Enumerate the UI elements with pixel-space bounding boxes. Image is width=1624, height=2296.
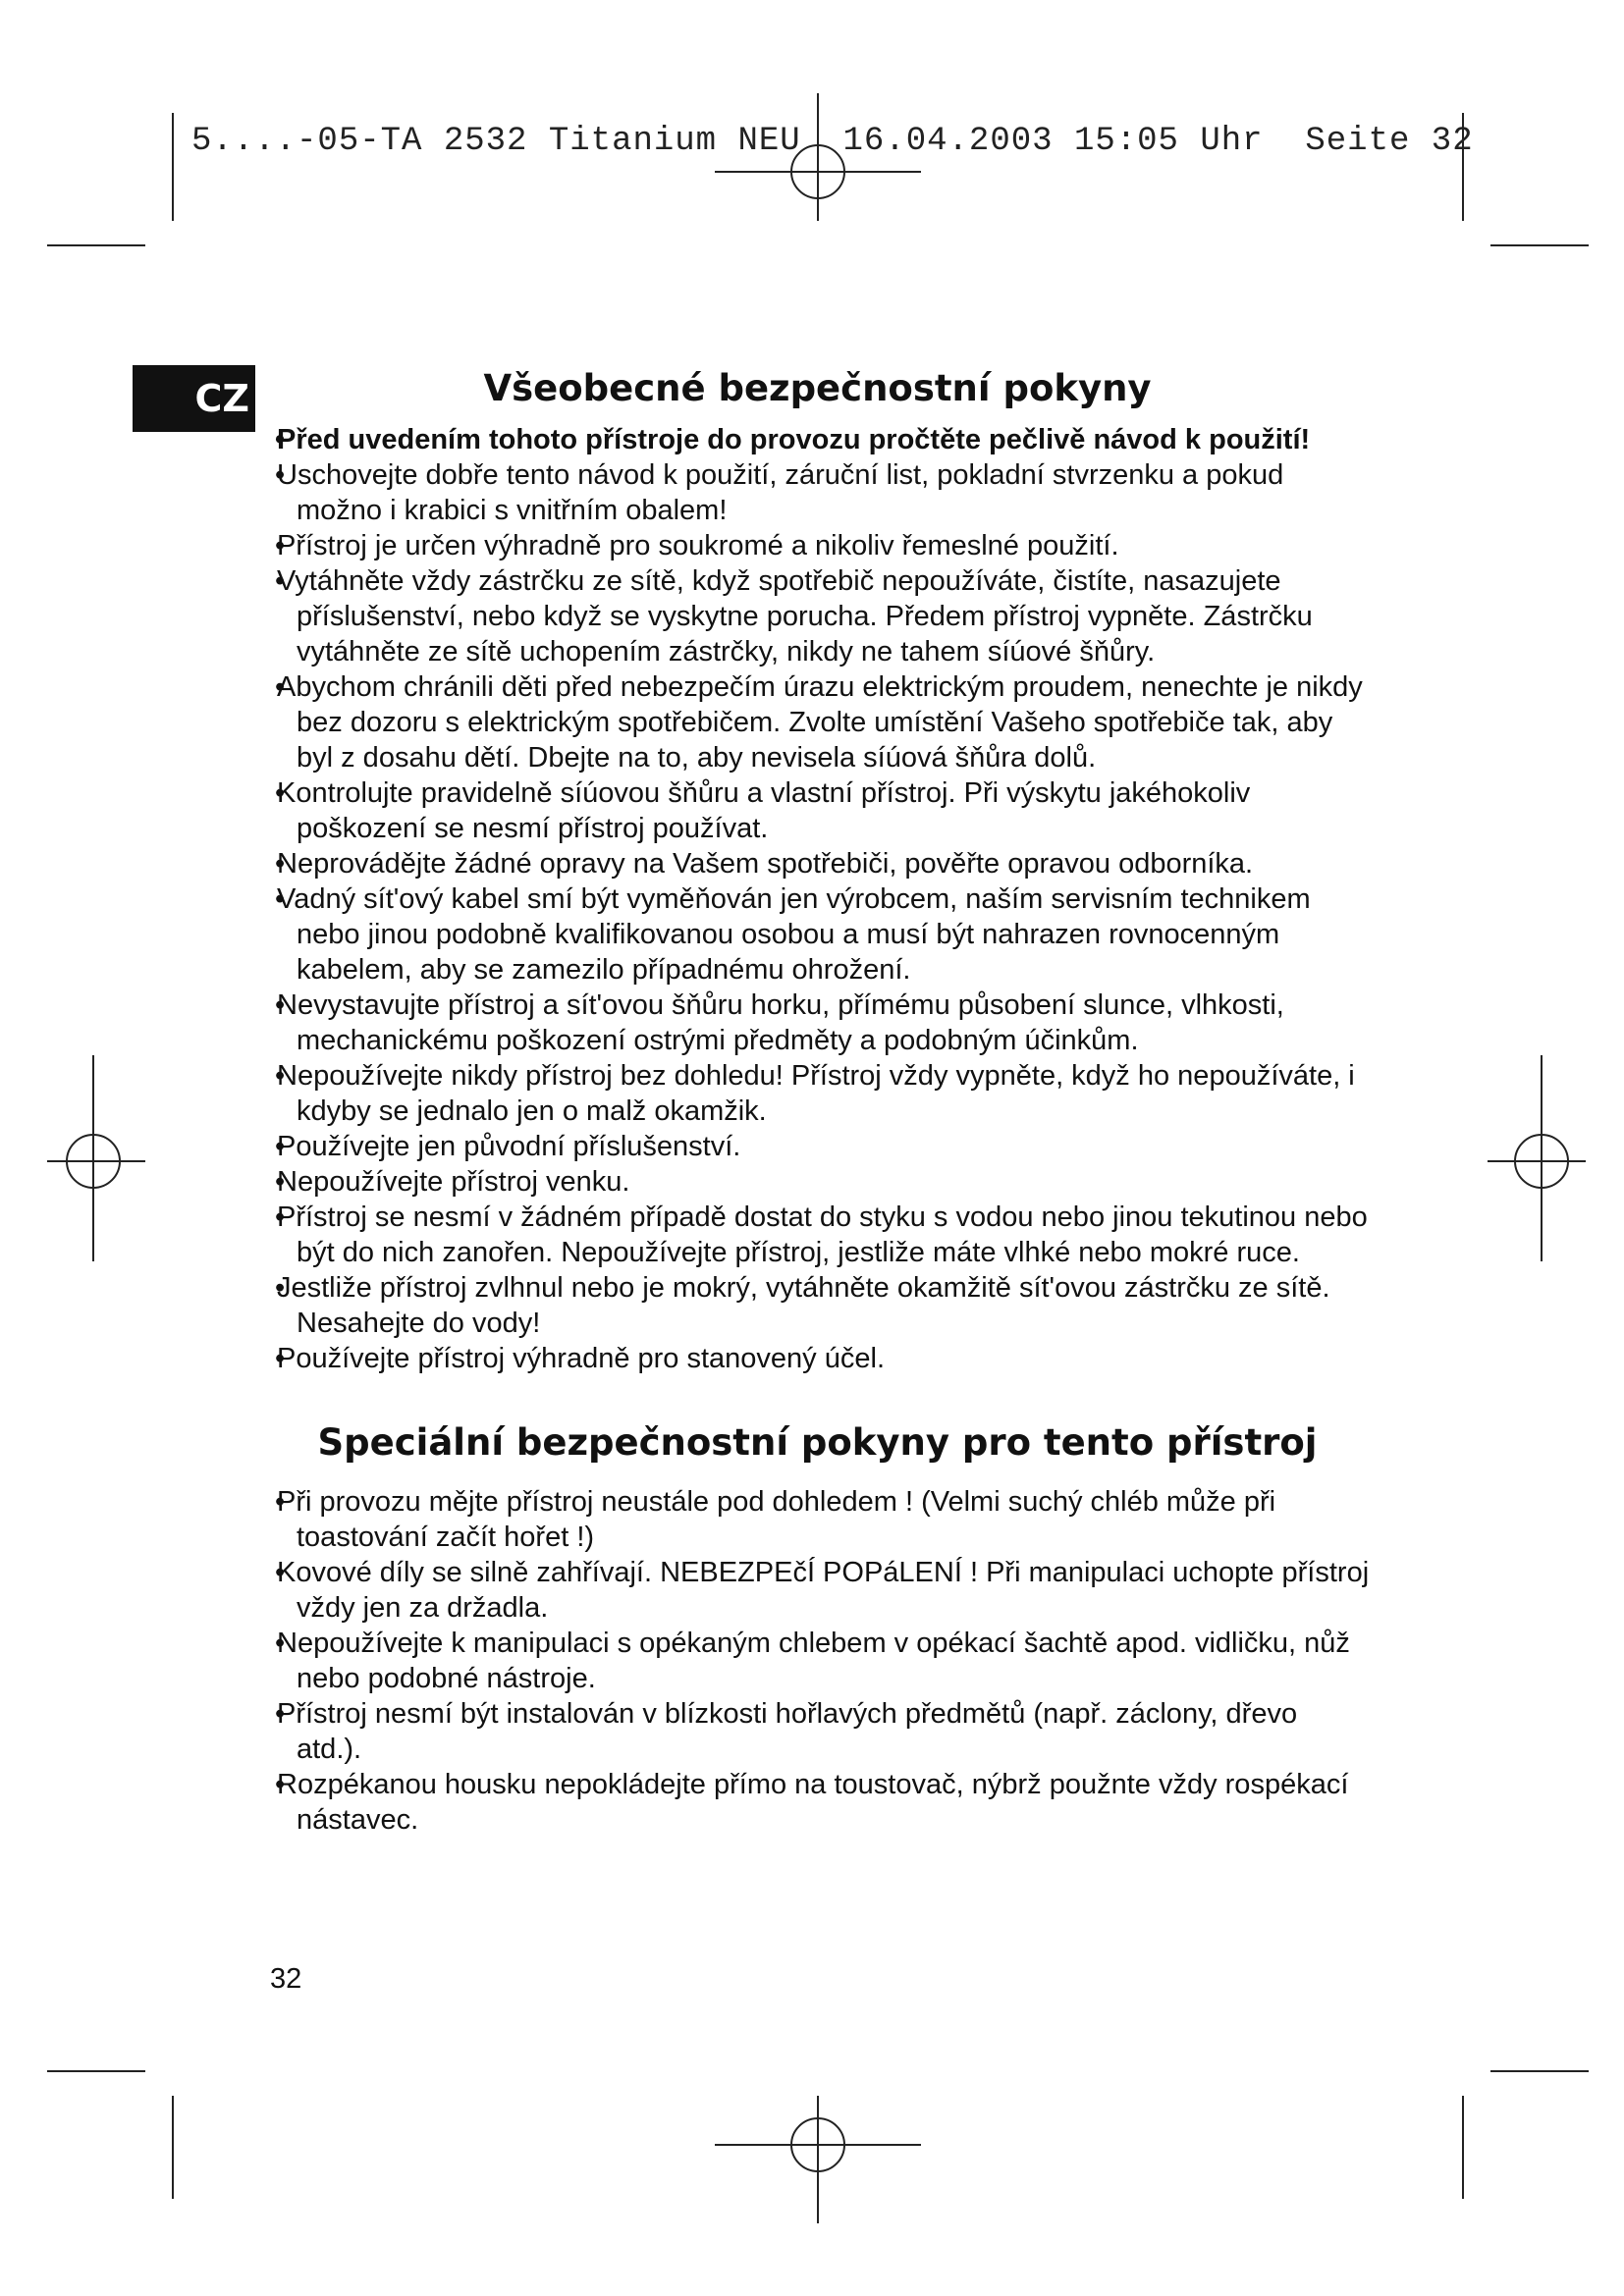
list-item: • Kontrolujte pravidelně síúovou šňůru a vlastní přístroj. Při výskytu jakéhokoliv poškození se nesmí přístroj používat. <box>265 775 1370 846</box>
list-item: • Přístroj je určen výhradně pro soukromé a nikoliv řemeslné použití. <box>265 528 1370 563</box>
special-safety-list <box>265 1484 1370 1838</box>
language-tab: CZ <box>133 365 255 432</box>
list-item: • Používejte přístroj výhradně pro stanovený účel. <box>265 1341 1370 1376</box>
list-item: • Kovové díly se silně zahřívají. NEBEZPEčÍ POPáLENÍ ! Při manipulaci uchopte přístroj vždy jen za držadla. <box>265 1555 1370 1626</box>
list-item: • Používejte jen původní příslušenství. <box>265 1129 1370 1164</box>
list-item: • Vadný sít'ový kabel smí být vyměňován jen výrobcem, naším servisním technikem nebo jinou podobně kvalifikovanou osobou a musí být nahrazen rovnocenným kabelem, aby se zamezilo případnému ohrožení. <box>265 881 1370 988</box>
list-item: • Uschovejte dobře tento návod k použití, záruční list, pokladní stvrzenku a pokud možno i krabici s vnitřním obalem! <box>265 457 1370 528</box>
list-item: • Před uvedením tohoto přístroje do provozu pročtěte pečlivě návod k použití! <box>265 422 1370 457</box>
list-item: • Abychom chránili děti před nebezpečím úrazu elektrickým proudem, nenechte je nikdy bez dozoru s elektrickým spotřebičem. Zvolte umístění Vašeho spotřebiče tak, aby byl z dosahu dětí. Dbejte na to, aby nevisela síúová šňůra dolů. <box>265 669 1370 775</box>
print-slug: 5....-05-TA 2532 Titanium NEU 16.04.2003 15:05 Uhr Seite 32 <box>191 123 1474 160</box>
list-item: • Nepoužívejte přístroj venku. <box>265 1164 1370 1200</box>
list-item: • Vytáhněte vždy zástrčku ze sítě, když spotřebič nepoužíváte, čistíte, nasazujete příslušenství, nebo když se vyskytne porucha. Předem přístroj vypněte. Zástrčku vytáhněte ze sítě uchopením zástrčky, nikdy ne tahem síúové šňůry. <box>265 563 1370 669</box>
list-item: • Neprovádějte žádné opravy na Vašem spotřebiči, pověřte opravou odborníka. <box>265 846 1370 881</box>
list-item: • Nepoužívejte k manipulaci s opékaným chlebem v opékací šachtě apod. vidličku, nůž nebo podobné nástroje. <box>265 1626 1370 1696</box>
section-title-special: Speciální bezpečnostní pokyny pro tento přístroj <box>317 1421 1318 1464</box>
list-item: • Přístroj se nesmí v žádném případě dostat do styku s vodou nebo jinou tekutinou nebo být do nich zanořen. Nepoužívejte přístroj, jestliže máte vlhké nebo mokré ruce. <box>265 1200 1370 1270</box>
list-item: • Rozpékanou housku nepokládejte přímo na toustovač, nýbrž použnte vždy rospékací nástavec. <box>265 1767 1370 1838</box>
list-item: • Přístroj nesmí být instalován v blízkosti hořlavých předmětů (např. záclony, dřevo atd.). <box>265 1696 1370 1767</box>
section-title-general: Všeobecné bezpečnostní pokyny <box>483 367 1152 409</box>
list-item: • Nevystavujte přístroj a sít'ovou šňůru horku, přímému působení slunce, vlhkosti, mechanickému poškození ostrými předměty a podobným účinkům. <box>265 988 1370 1058</box>
list-item: • Nepoužívejte nikdy přístroj bez dohledu! Přístroj vždy vypněte, když ho nepoužíváte, i kdyby se jednalo jen o malž okamžik. <box>265 1058 1370 1129</box>
page-content <box>265 361 1370 1838</box>
list-item: • Jestliže přístroj zvlhnul nebo je mokrý, vytáhněte okamžitě sít'ovou zástrčku ze sítě. Nesahejte do vody! <box>265 1270 1370 1341</box>
page-number: 32 <box>270 1963 302 1995</box>
list-item: • Při provozu mějte přístroj neustále pod dohledem ! (Velmi suchý chléb může při toastování začít hořet !) <box>265 1484 1370 1555</box>
general-safety-list <box>265 422 1370 1376</box>
